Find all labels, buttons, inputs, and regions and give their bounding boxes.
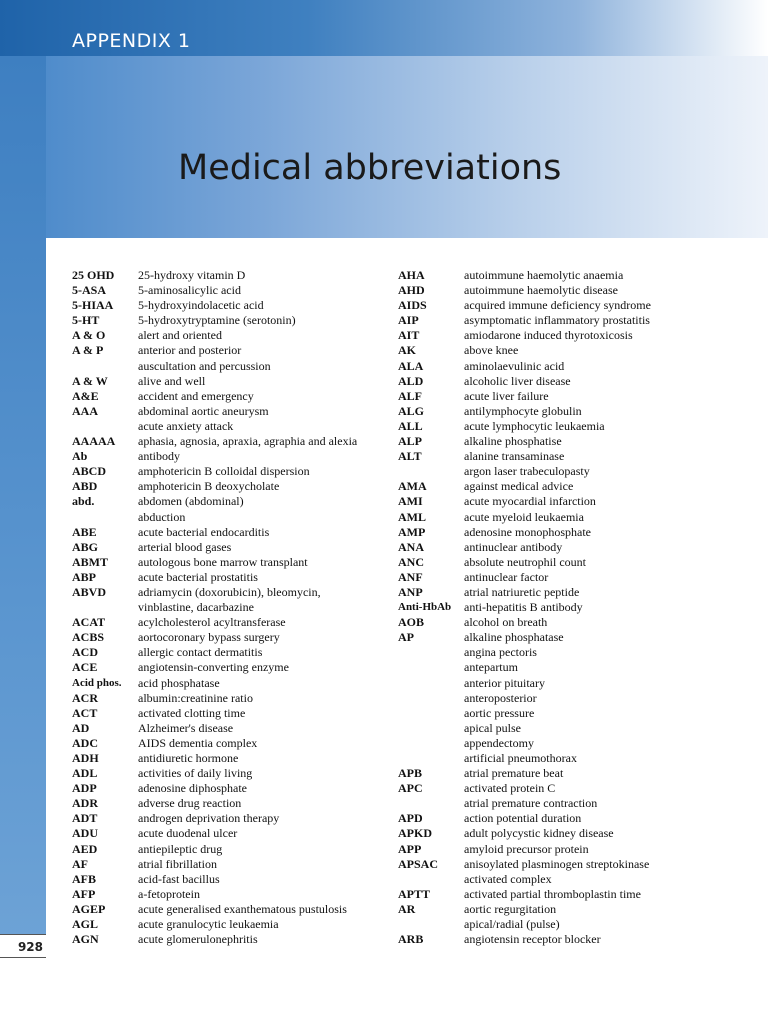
abbreviation-definition: abdomen (abdominal) [138, 494, 244, 509]
abbreviation-term: AR [398, 901, 416, 916]
page-title: Medical abbreviations [178, 148, 562, 188]
abbreviation-row [72, 419, 382, 434]
abbreviation-term [398, 751, 464, 766]
abbreviation-definition: artificial pneumothorax [464, 751, 577, 765]
abbreviation-row [398, 510, 728, 525]
abbreviation-definition: adverse drug reaction [138, 796, 242, 811]
abbreviation-row [398, 645, 728, 660]
abbreviation-term: AFB [72, 871, 96, 886]
abbreviation-term: ABG [72, 539, 99, 554]
abbreviation-definition: adenosine monophosphate [464, 524, 591, 539]
abbreviation-row [72, 494, 382, 509]
abbreviation-row [72, 374, 382, 389]
abbreviation-definition: aortic pressure [464, 705, 535, 720]
abbreviation-row [398, 660, 728, 675]
abbreviation-row [72, 811, 382, 826]
abbreviation-row [398, 721, 728, 736]
abbreviation-term [398, 721, 464, 736]
abbreviation-row [72, 359, 382, 374]
abbreviation-definition: alert and oriented [138, 328, 222, 343]
abbreviation-definition: atrial natriuretic peptide [464, 584, 580, 599]
abbreviation-definition: aortic regurgitation [464, 901, 557, 916]
abbreviation-definition: alkaline phosphatase [464, 630, 564, 645]
abbreviation-row [72, 313, 382, 328]
abbreviation-term: ADR [72, 796, 98, 811]
abbreviation-term: AOB [398, 615, 425, 630]
abbreviation-term [398, 691, 464, 706]
abbreviation-term: AML [398, 509, 426, 524]
abbreviation-row [72, 268, 382, 283]
abbreviation-definition: abdominal aortic aneurysm [138, 403, 269, 418]
abbreviation-term: APSAC [398, 856, 439, 871]
abbreviation-term [72, 359, 138, 374]
abbreviation-term: AGL [72, 917, 99, 932]
abbreviation-definition: auscultation and percussion [138, 358, 271, 373]
abbreviation-row [72, 449, 382, 464]
abbreviation-term: AIP [398, 313, 419, 328]
abbreviation-row [398, 434, 728, 449]
abbreviation-term: ANA [398, 539, 424, 554]
abbreviation-definition: apical pulse [464, 720, 521, 735]
abbreviation-definition: above knee [464, 343, 519, 358]
abbreviation-row [398, 751, 728, 766]
abbreviation-term: 25 OHD [72, 268, 115, 282]
abbreviation-definition: autoimmune haemolytic disease [464, 283, 618, 298]
abbreviation-row [398, 555, 728, 570]
abbreviation-term [398, 736, 464, 751]
abbreviation-definition: antilymphocyte globulin [464, 403, 582, 418]
abbreviation-definition: atrial premature contraction [464, 796, 598, 811]
abbreviation-row [72, 298, 382, 313]
abbreviation-row [72, 781, 382, 796]
abbreviation-term: ADH [72, 751, 99, 765]
left-margin-strip [0, 56, 46, 956]
abbreviation-row [398, 389, 728, 404]
abbreviation-term: APTT [398, 886, 431, 901]
abbreviation-row [398, 872, 728, 887]
abbreviation-term: 5-HT [72, 313, 100, 328]
abbreviation-row [398, 328, 728, 343]
abbreviation-row [398, 570, 728, 585]
abbreviation-definition: antidiuretic hormone [138, 751, 239, 765]
abbreviation-definition: antinuclear factor [464, 569, 549, 584]
abbreviation-term: APKD [398, 826, 432, 841]
abbreviation-term: A & W [72, 373, 108, 388]
abbreviation-definition: aminolaevulinic acid [464, 358, 565, 373]
abbreviation-definition: atrial fibrillation [138, 856, 217, 871]
abbreviation-definition: anterior pituitary [464, 675, 545, 690]
abbreviation-term: ABP [72, 569, 96, 584]
abbreviation-definition: 5-aminosalicylic acid [138, 283, 241, 298]
abbreviation-term: ACE [72, 660, 98, 675]
abbreviation-definition: angiotensin-converting enzyme [138, 660, 289, 675]
abbreviation-definition: abduction [138, 509, 186, 524]
abbreviation-definition: angina pectoris [464, 645, 537, 660]
appendix-label: APPENDIX 1 [72, 30, 191, 52]
abbreviation-term: ABE [72, 524, 97, 539]
abbreviation-definition: acid phosphatase [138, 675, 220, 690]
abbreviation-row [72, 917, 382, 932]
abbreviation-definition: Alzheimer's disease [138, 720, 234, 735]
abbreviation-definition: apical/radial (pulse) [464, 917, 560, 932]
abbreviation-definition: amphotericin B colloidal dispersion [138, 464, 310, 479]
abbreviation-definition: acute liver failure [464, 388, 549, 403]
abbreviation-row [72, 676, 382, 691]
abbreviation-definition: adult polycystic kidney disease [464, 826, 614, 841]
abbreviation-term: ADL [72, 766, 98, 781]
abbreviation-row [72, 479, 382, 494]
abbreviation-term: APB [398, 766, 422, 781]
abbreviation-definition: antibody [138, 449, 180, 464]
abbreviation-term: AMA [398, 479, 427, 494]
abbreviation-term: AAAAA [72, 434, 116, 449]
abbreviation-definition: activated clotting time [138, 705, 246, 720]
abbreviation-term: ACT [72, 705, 98, 720]
abbreviation-definition: activities of daily living [138, 766, 253, 781]
abbreviation-definition: activated complex [464, 871, 552, 886]
abbreviation-term: abd. [72, 494, 95, 509]
abbreviation-definition: aortocoronary bypass surgery [138, 630, 280, 645]
abbreviation-definition: acute lymphocytic leukaemia [464, 418, 605, 433]
abbreviation-row [398, 736, 728, 751]
abbreviation-definition: alkaline phosphatise [464, 434, 562, 449]
abbreviation-definition: argon laser trabeculopasty [464, 464, 590, 479]
abbreviation-term: APC [398, 781, 423, 796]
abbreviation-term: ABMT [72, 554, 108, 569]
abbreviation-term: Acid phos. [72, 676, 122, 689]
abbreviation-term: ARB [398, 932, 424, 947]
abbreviation-definition: adriamycin (doxorubicin), bleomycin, [138, 584, 321, 599]
abbreviation-term: ADT [72, 811, 98, 826]
abbreviation-term [398, 645, 464, 660]
abbreviation-definition: acylcholesterol acyltransferase [138, 615, 286, 630]
abbreviation-row [398, 691, 728, 706]
abbreviation-term: AGN [72, 932, 99, 947]
abbreviation-term: APP [398, 841, 422, 856]
abbreviation-row [72, 615, 382, 630]
abbreviation-term: A & P [72, 343, 104, 358]
abbreviation-row [72, 630, 382, 645]
abbreviation-definition: androgen deprivation therapy [138, 811, 280, 826]
abbreviation-term: AMP [398, 524, 426, 539]
abbreviation-term: ACAT [72, 615, 106, 630]
abbreviation-definition: atrial premature beat [464, 766, 564, 781]
abbreviation-definition: acid-fast bacillus [138, 871, 220, 886]
abbreviation-term: AD [72, 720, 90, 735]
abbreviation-row [398, 298, 728, 313]
abbreviation-row [72, 736, 382, 751]
abbreviation-term: ABD [72, 479, 98, 494]
abbreviation-definition: 5-hydroxyindolacetic acid [138, 298, 264, 313]
page-number: 928 [0, 934, 46, 958]
abbreviation-term: AFP [72, 886, 96, 901]
abbreviation-row [398, 374, 728, 389]
abbreviation-term: ABCD [72, 464, 107, 479]
abbreviation-term [398, 464, 464, 479]
abbreviation-definition: autologous bone marrow transplant [138, 554, 308, 569]
abbreviation-row [72, 343, 382, 358]
abbreviation-term: ACR [72, 690, 98, 705]
abbreviation-definition: albumin:creatinine ratio [138, 690, 253, 705]
abbreviation-term: ALL [398, 418, 423, 433]
abbreviation-definition: anteroposterior [464, 690, 537, 705]
abbreviation-term: ANC [398, 554, 424, 569]
abbreviation-row [72, 796, 382, 811]
abbreviation-row [72, 872, 382, 887]
abbreviation-row [72, 766, 382, 781]
abbreviation-definition: acute anxiety attack [138, 418, 234, 433]
abbreviation-row [72, 826, 382, 841]
abbreviation-row [398, 781, 728, 796]
abbreviation-term [398, 917, 464, 932]
abbreviation-row [72, 540, 382, 555]
abbreviation-definition: acute bacterial prostatitis [138, 569, 258, 584]
abbreviation-row [72, 389, 382, 404]
abbreviation-row [398, 283, 728, 298]
abbreviation-term [398, 660, 464, 675]
abbreviation-row [72, 434, 382, 449]
abbreviation-row [72, 857, 382, 872]
abbreviation-term: APD [398, 811, 423, 826]
abbreviation-row [72, 706, 382, 721]
abbreviation-row [398, 359, 728, 374]
abbreviation-term: AP [398, 630, 414, 645]
abbreviation-row [398, 585, 728, 600]
abbreviation-column-right [398, 268, 728, 947]
abbreviation-row [398, 796, 728, 811]
abbreviation-definition: adenosine diphosphate [138, 781, 247, 796]
abbreviation-row [398, 676, 728, 691]
abbreviation-term: AMI [398, 494, 423, 509]
abbreviation-definition: acute duodenal ulcer [138, 826, 238, 841]
abbreviation-term [72, 419, 138, 434]
abbreviation-definition: absolute neutrophil count [464, 554, 586, 569]
abbreviation-definition: activated protein C [464, 781, 556, 796]
abbreviation-definition: AIDS dementia complex [138, 735, 258, 750]
abbreviation-row [398, 766, 728, 781]
abbreviation-row [72, 751, 382, 766]
abbreviation-row [398, 419, 728, 434]
abbreviation-term: AHA [398, 268, 425, 282]
abbreviation-row [72, 464, 382, 479]
abbreviation-row [72, 283, 382, 298]
abbreviation-term: ALA [398, 358, 424, 373]
abbreviation-row [398, 600, 728, 615]
abbreviation-row [398, 887, 728, 902]
abbreviation-row [72, 887, 382, 902]
abbreviation-row [72, 555, 382, 570]
abbreviation-definition: acute generalised exanthematous pustulosis [138, 901, 347, 916]
abbreviation-term: ALD [398, 373, 424, 388]
abbreviation-term: AAA [72, 403, 98, 418]
abbreviation-term: A&E [72, 388, 99, 403]
abbreviation-row [72, 585, 382, 600]
abbreviation-row [398, 902, 728, 917]
abbreviation-term: ADC [72, 735, 98, 750]
abbreviation-term: AIT [398, 328, 420, 343]
abbreviation-term: AGEP [72, 901, 106, 916]
abbreviation-row [72, 691, 382, 706]
abbreviation-row [72, 721, 382, 736]
abbreviation-term [72, 510, 138, 525]
abbreviation-row [398, 494, 728, 509]
abbreviation-row [398, 630, 728, 645]
abbreviation-definition: alanine transaminase [464, 449, 565, 464]
abbreviation-row [72, 510, 382, 525]
abbreviation-term: ANP [398, 584, 423, 599]
abbreviation-definition: acute bacterial endocarditis [138, 524, 270, 539]
abbreviation-row [72, 328, 382, 343]
abbreviation-definition: acute myocardial infarction [464, 494, 596, 509]
abbreviation-row [398, 842, 728, 857]
abbreviation-term [398, 796, 464, 811]
abbreviation-term: ADP [72, 781, 97, 796]
abbreviation-term: Ab [72, 449, 88, 464]
abbreviation-row [398, 917, 728, 932]
abbreviation-row [72, 932, 382, 947]
abbreviation-definition: accident and emergency [138, 388, 254, 403]
abbreviation-term: AED [72, 841, 98, 856]
abbreviation-row [398, 313, 728, 328]
abbreviation-definition: vinblastine, dacarbazine [138, 600, 254, 615]
abbreviation-row [72, 660, 382, 675]
abbreviation-definition: asymptomatic inflammatory prostatitis [464, 313, 650, 328]
abbreviation-row [398, 525, 728, 540]
abbreviation-row [398, 404, 728, 419]
abbreviation-row [72, 645, 382, 660]
title-panel [46, 56, 768, 238]
abbreviation-row [398, 464, 728, 479]
abbreviation-row [398, 479, 728, 494]
abbreviation-definition: acquired immune deficiency syndrome [464, 298, 651, 313]
abbreviation-definition: aphasia, agnosia, apraxia, agraphia and alexia [138, 434, 358, 449]
abbreviation-definition: against medical advice [464, 479, 574, 494]
abbreviation-term: 5-ASA [72, 283, 107, 298]
abbreviation-term: ALF [398, 388, 422, 403]
abbreviation-term: AF [72, 856, 88, 871]
abbreviation-definition: alcoholic liver disease [464, 373, 571, 388]
abbreviation-definition: alcohol on breath [464, 615, 548, 630]
abbreviation-term: ABVD [72, 584, 107, 599]
abbreviation-row [72, 570, 382, 585]
abbreviation-row [398, 932, 728, 947]
abbreviation-definition: activated partial thromboplastin time [464, 886, 641, 901]
abbreviation-definition: angiotensin receptor blocker [464, 932, 601, 947]
abbreviation-row [72, 404, 382, 419]
abbreviation-row [72, 525, 382, 540]
abbreviation-definition: amphotericin B deoxycholate [138, 479, 280, 494]
abbreviation-term: ALT [398, 449, 422, 464]
abbreviation-term: ACBS [72, 630, 105, 645]
abbreviation-term: ADU [72, 826, 98, 841]
abbreviation-definition: 5-hydroxytryptamine (serotonin) [138, 313, 296, 328]
abbreviation-definition: amiodarone induced thyrotoxicosis [464, 328, 633, 343]
abbreviation-definition: autoimmune haemolytic anaemia [464, 268, 624, 282]
abbreviation-definition: acute granulocytic leukaemia [138, 917, 279, 932]
abbreviation-definition: antiepileptic drug [138, 841, 223, 856]
abbreviation-row [72, 600, 382, 615]
abbreviation-definition: acute myeloid leukaemia [464, 509, 584, 524]
abbreviation-term: ACD [72, 645, 98, 660]
abbreviation-row [398, 857, 728, 872]
abbreviation-term: AIDS [398, 298, 427, 313]
abbreviation-definition: antepartum [464, 660, 518, 675]
abbreviation-row [398, 343, 728, 358]
abbreviation-definition: anisoylated plasminogen streptokinase [464, 856, 650, 871]
abbreviation-row [398, 540, 728, 555]
abbreviation-row [398, 615, 728, 630]
abbreviation-term: ANF [398, 569, 423, 584]
abbreviation-definition: a-fetoprotein [138, 886, 200, 901]
abbreviation-definition: appendectomy [464, 735, 534, 750]
abbreviation-definition: action potential duration [464, 811, 582, 826]
abbreviation-term: ALP [398, 434, 422, 449]
abbreviation-term: 5-HIAA [72, 298, 114, 313]
abbreviation-definition: acute glomerulonephritis [138, 932, 258, 947]
abbreviation-definition: arterial blood gases [138, 539, 232, 554]
abbreviation-term [72, 600, 138, 615]
abbreviation-row [72, 902, 382, 917]
abbreviation-term: ALG [398, 403, 425, 418]
abbreviation-row [398, 268, 728, 283]
abbreviation-row [398, 706, 728, 721]
abbreviation-term: AK [398, 343, 416, 358]
abbreviation-row [398, 826, 728, 841]
abbreviation-term: A & O [72, 328, 106, 343]
abbreviation-term [398, 706, 464, 721]
abbreviation-definition: anterior and posterior [138, 343, 242, 358]
abbreviation-definition: 25-hydroxy vitamin D [138, 268, 246, 282]
abbreviation-row [72, 842, 382, 857]
abbreviation-term [398, 676, 464, 691]
abbreviation-definition: amyloid precursor protein [464, 841, 589, 856]
abbreviation-column-left [72, 268, 382, 947]
abbreviation-definition: allergic contact dermatitis [138, 645, 263, 660]
abbreviation-row [398, 811, 728, 826]
abbreviation-term: AHD [398, 283, 425, 298]
abbreviation-term [398, 872, 464, 887]
abbreviation-definition: alive and well [138, 373, 206, 388]
abbreviation-definition: antinuclear antibody [464, 539, 563, 554]
abbreviation-term: Anti-HbAb [398, 601, 452, 614]
abbreviation-row [398, 449, 728, 464]
abbreviation-definition: anti-hepatitis B antibody [464, 600, 583, 615]
